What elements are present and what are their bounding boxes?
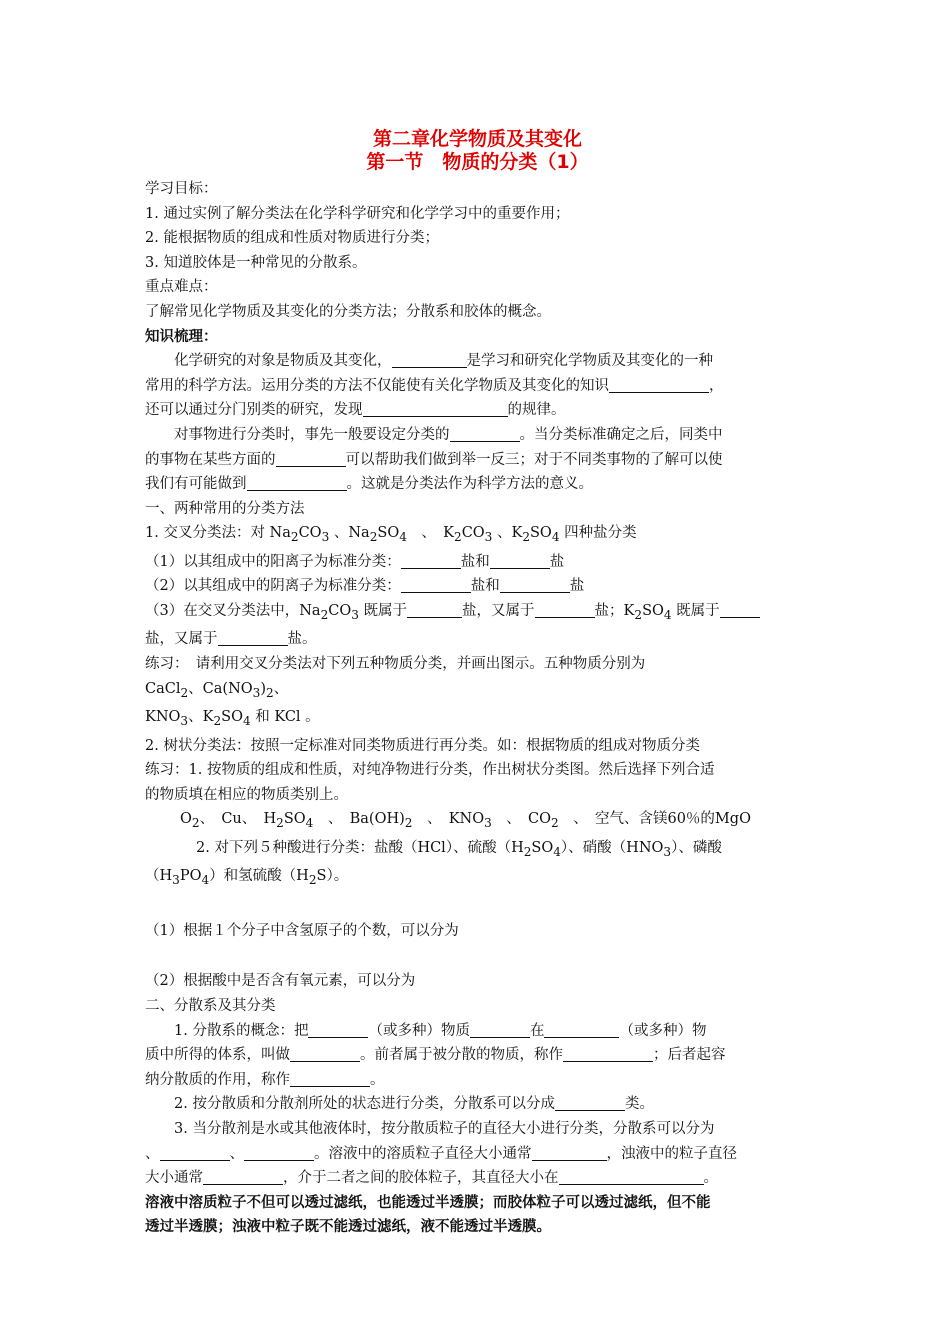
fill-blank[interactable]	[160, 1144, 230, 1161]
fill-blank[interactable]	[276, 450, 346, 467]
fill-blank[interactable]	[308, 1021, 368, 1038]
acid-question-line-1: 2. 对下列５种酸进行分类：盐酸（HCl）、硫酸$(H_2SO_4)$、硝酸$(HNO_3)$、磷酸	[196, 839, 722, 859]
knowledge-para-2-line-2: 的事物在某些方面的 可以帮助我们做到举一反三；对于不同类事物的了解可以使	[145, 451, 723, 468]
cross-question-2: （2）以其组成中的阴离子为标准分类： 盐和 盐	[145, 578, 585, 595]
fill-blank[interactable]	[244, 1144, 314, 1161]
answer-space[interactable]	[145, 943, 810, 969]
key-points-text: 了解常见化学物质及其变化的分类方法；分散系和胶体的概念。	[145, 303, 551, 320]
fill-blank[interactable]	[363, 400, 508, 417]
fill-blank[interactable]	[535, 601, 595, 618]
dispersion-definition-line-2: 质中所得的体系，叫做 。前者属于被分散的物质，称作 ；后者起容	[145, 1047, 726, 1064]
fill-blank[interactable]	[392, 351, 467, 368]
key-points-heading: 重点难点：	[145, 279, 218, 296]
exercise-1-line-3: $KNO_3$、$K_2SO_4$ 和 KCl 。	[145, 709, 320, 729]
particle-size-line-1: 3. 当分散剂是水或其他液体时，按分散质粒子的直径大小进行分类，分散系可以分为	[174, 1121, 715, 1138]
fill-blank[interactable]	[609, 376, 709, 393]
summary-bold-line-1: 溶液中溶质粒子不但可以透过滤纸，也能透过半透膜；而胶体粒子可以透过滤纸，但不能	[145, 1194, 711, 1211]
substance-list: $O_2$、 Cu、 $H_2SO_4$ 、 $Ba(OH)_2$ 、 $KNO_3$ 、 $CO_2$ 、 空气、含镁60％的MgO	[180, 811, 751, 831]
section-2-heading: 二、分散系及其分类	[145, 998, 276, 1015]
fill-blank[interactable]	[500, 576, 570, 593]
fill-blank[interactable]	[720, 601, 760, 618]
fill-blank[interactable]	[203, 1168, 283, 1185]
fill-blank[interactable]	[563, 1045, 653, 1062]
fill-blank[interactable]	[490, 552, 550, 569]
fill-blank[interactable]	[544, 1021, 619, 1038]
goal-item: 3. 知道胶体是一种常见的分散系。	[145, 254, 367, 271]
exercise-1-line-2: CaCl$_2$、$Ca(NO_3)_2$、	[145, 680, 289, 700]
fill-blank[interactable]	[559, 1168, 704, 1185]
fill-blank[interactable]	[290, 1070, 370, 1087]
section-title: 第一节 物质的分类（1）	[366, 151, 589, 173]
exercise-2-line-1: 练习：1. 按物质的组成和性质，对纯净物进行分类，作出树状分类图。然后选择下列合适	[145, 762, 715, 779]
exercise-1-line-1: 练习： 请利用交叉分类法对下列五种物质分类，并画出图示。五种物质分别为	[145, 656, 646, 673]
knowledge-para-2-line-1: 对事物进行分类时，事先一般要设定分类的 。当分类标准确定之后，同类中	[174, 426, 723, 443]
fill-blank[interactable]	[555, 1094, 625, 1111]
goals-heading: 学习目标：	[145, 181, 218, 197]
tree-classification: 2. 树状分类法：按照一定标准对同类物质进行再分类。如：根据物质的组成对物质分类	[145, 737, 700, 754]
knowledge-para-1-line-2: 常用的科学方法。运用分类的方法不仅能使有关化学物质及其变化的知识 ，	[145, 377, 724, 394]
fill-blank[interactable]	[407, 601, 462, 618]
particle-size-line-3: 大小通常 ，介于二者之间的胶体粒子，其直径大小在 。	[145, 1170, 718, 1187]
knowledge-para-1-line-1: 化学研究的对象是物质及其变化， 是学习和研究化学物质及其变化的一种	[174, 353, 713, 370]
goal-item: 1. 通过实例了解分类法在化学科学研究和化学学习中的重要作用；	[145, 205, 570, 222]
fill-blank[interactable]	[401, 576, 471, 593]
fill-blank[interactable]	[218, 629, 288, 646]
dispersion-definition-line-1: 1. 分散系的概念：把 （或多种）物质 在 （或多种）物	[174, 1022, 707, 1039]
cross-classification: 1. 交叉分类法：对 $Na_2CO_3$ 、$Na_2SO_4$ 、 $K_2CO_3$ 、$K_2SO_4$ 四种盐分类	[145, 525, 637, 545]
fill-blank[interactable]	[470, 1021, 530, 1038]
acid-subquestion-2: （2）根据酸中是否含有氧元素，可以分为	[145, 973, 416, 990]
fill-blank[interactable]	[247, 474, 347, 491]
fill-blank[interactable]	[450, 425, 520, 442]
knowledge-para-2-line-3: 我们有可能做到 。这就是分类法作为科学方法的意义。	[145, 476, 593, 493]
cross-question-1: （1）以其组成中的阳离子为标准分类： 盐和 盐	[145, 553, 565, 570]
acid-subquestion-1: （1）根据１个分子中含氢原子的个数，可以分为	[145, 922, 459, 939]
fill-blank[interactable]	[532, 1144, 607, 1161]
cross-question-3-line-1: （3）在交叉分类法中，$Na_2CO_3$ 既属于 盐，又属于 盐；$K_2SO_4$ 既属于	[145, 599, 810, 627]
worksheet-page	[145, 128, 810, 1240]
acid-question-line-2: $(H_3PO_4)$和氢硫酸$(H_2S)$。	[145, 868, 349, 888]
cross-question-3-line-2: 盐，又属于 盐。	[145, 631, 317, 648]
goal-item: 2. 能根据物质的组成和性质对物质进行分类；	[145, 230, 439, 247]
fill-blank[interactable]	[290, 1045, 360, 1062]
knowledge-para-1-line-3: 还可以通过分门别类的研究，发现 的规律。	[145, 402, 566, 419]
dispersion-classes: 2. 按分散质和分散剂所处的状态进行分类，分散系可以分成 类。	[174, 1096, 654, 1113]
section-1-heading: 一、两种常用的分类方法	[145, 500, 305, 517]
particle-size-line-2: 、 、 。溶液中的溶质粒子直径大小通常 ，浊液中的粒子直径	[145, 1145, 737, 1162]
knowledge-heading: 知识梳理：	[145, 328, 218, 345]
answer-space[interactable]	[145, 893, 810, 919]
fill-blank[interactable]	[401, 552, 461, 569]
exercise-2-line-2: 的物质填在相应的物质类别上。	[145, 786, 348, 803]
chapter-title: 第二章化学物质及其变化	[372, 128, 582, 150]
summary-bold-line-2: 透过半透膜；浊液中粒子既不能透过滤纸，液不能透过半透膜。	[145, 1219, 551, 1236]
dispersion-definition-line-3: 纳分散质的作用，称作 。	[145, 1071, 385, 1088]
